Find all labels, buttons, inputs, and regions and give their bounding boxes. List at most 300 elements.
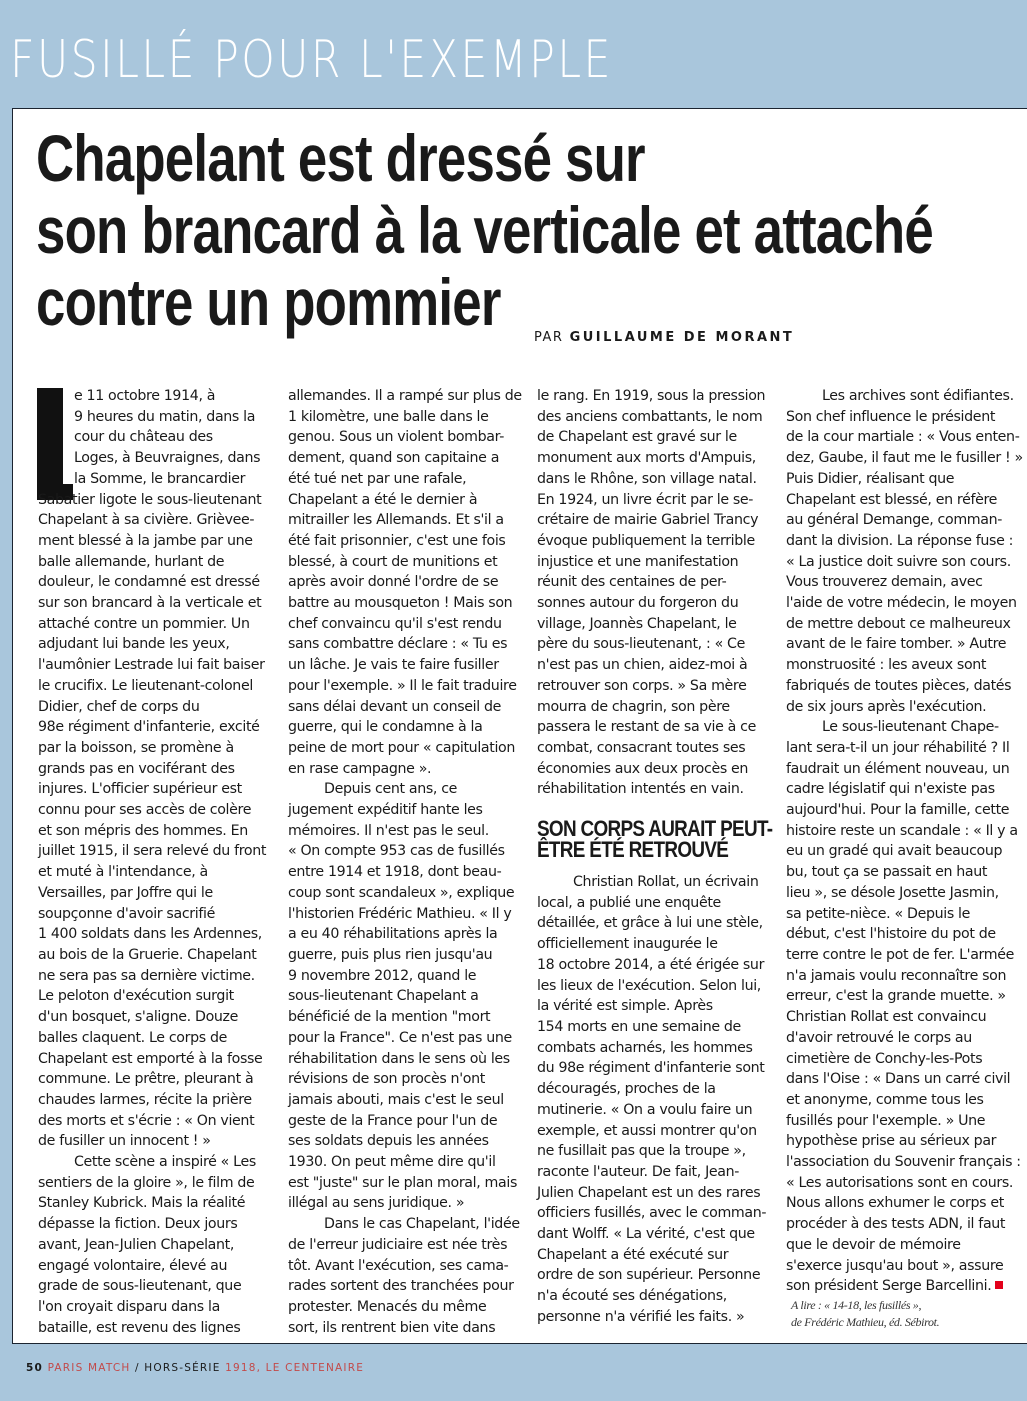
byline-prefix: PAR	[534, 330, 564, 345]
text-line	[786, 1193, 1018, 1214]
text-line	[38, 614, 270, 635]
text-line-content: tôt. Avant l'exécution, ses cama-	[288, 1257, 509, 1274]
text-line-content: e 11 octobre 1914, à	[74, 388, 216, 404]
text-line-content: dant Wolff. « La vérité, c'est que	[537, 1226, 755, 1243]
text-line	[38, 531, 270, 552]
text-line	[537, 1121, 769, 1142]
text-line-content: de la cour martiale : « Vous enten-	[786, 429, 1020, 446]
text-line	[786, 1111, 1018, 1132]
text-line-content: d'avoir retrouvé le corps au	[786, 1029, 972, 1046]
text-line-content: Loges, à Beuvraignes, dans	[74, 450, 261, 467]
text-line-content: personne n'a vérifié les faits. »	[537, 1308, 745, 1325]
text-line-content: dez, Gaube, il faut me le fusiller ! »	[786, 450, 1023, 467]
text-line-content: grade de sous-lieutenant, que	[38, 1278, 242, 1295]
text-line	[288, 1090, 520, 1111]
text-line	[537, 427, 769, 448]
text-line	[38, 841, 270, 862]
text-line-content: dant la division. La réponse fuse :	[786, 532, 1014, 549]
text-line-content: bénéficié de la mention "mort	[288, 1009, 491, 1026]
text-line-content: monstruosité : les aveux sont	[786, 657, 987, 674]
text-line	[786, 427, 1018, 448]
text-line-content: « La justice doit suivre son cours.	[786, 553, 1011, 570]
text-line-content: battre au mousqueton ! Mais son	[288, 595, 513, 612]
text-line-content: Chapelant a été le dernier à	[288, 491, 478, 508]
text-line-content: retrouver son corps. » Sa mère	[537, 677, 747, 694]
end-of-article-mark-icon	[995, 1281, 1003, 1289]
text-line	[288, 1214, 520, 1235]
text-line	[786, 1069, 1018, 1090]
text-line-content: révisions de son procès n'ont	[288, 1071, 485, 1088]
text-line	[288, 1173, 520, 1194]
text-line-content: Chapelant a été exécuté sur	[537, 1246, 729, 1263]
text-line	[288, 386, 520, 407]
text-line	[38, 676, 270, 697]
text-line	[786, 1173, 1018, 1194]
text-line	[537, 697, 769, 718]
text-line-content: injures. L'officier supérieur est	[38, 781, 242, 798]
text-line	[38, 572, 270, 593]
article-headline	[36, 122, 956, 338]
text-line	[786, 448, 1023, 469]
text-line-content: sa petite-nièce. « Depuis le	[786, 905, 971, 922]
text-line	[38, 427, 270, 448]
text-line	[288, 1007, 520, 1028]
text-line	[537, 913, 769, 934]
text-line	[537, 676, 769, 697]
text-line	[38, 1193, 270, 1214]
text-line	[537, 976, 769, 997]
text-line-content: sur son brancard à la verticale et	[38, 595, 262, 612]
text-line	[38, 1276, 270, 1297]
text-line-content: Son chef influence le président	[786, 408, 996, 425]
text-line-content: juillet 1915, il sera relevé du front	[38, 843, 267, 860]
text-line-content: faudrait un élément nouveau, un	[786, 760, 1010, 777]
text-line	[38, 1214, 270, 1235]
text-line-content: chaudes larmes, récite la prière	[38, 1091, 252, 1108]
text-line	[288, 510, 520, 531]
text-line-content: Depuis cent ans, ce	[324, 781, 458, 798]
text-line-content: entre 1914 et 1918, dont beau-	[288, 864, 502, 881]
text-line	[786, 738, 1018, 759]
text-line	[288, 821, 520, 842]
text-line	[537, 779, 769, 800]
text-line	[537, 717, 769, 738]
text-line	[537, 614, 769, 635]
text-line-content: découragés, proches de la	[537, 1081, 716, 1098]
text-line-content: dans le Rhône, son village natal.	[537, 470, 757, 487]
text-line-content: Christian Rollat est convaincu	[786, 1009, 987, 1026]
text-line-content: réhabilitation dans le sens où les	[288, 1050, 510, 1067]
text-line-content: exemple, et aussi montrer qu'on	[537, 1122, 757, 1139]
text-line	[786, 1214, 1018, 1235]
text-line	[288, 883, 520, 904]
text-line-content: adjudant lui bande les yeux,	[38, 636, 230, 653]
text-line-content: dépasse la fiction. Deux jours	[38, 1216, 238, 1233]
text-line	[537, 1058, 769, 1079]
text-line	[537, 1224, 769, 1245]
text-line-content: protester. Menacés du même	[288, 1298, 487, 1315]
article-column-1	[38, 386, 270, 1338]
text-line	[537, 552, 769, 573]
text-line	[288, 1297, 520, 1318]
text-line	[786, 1131, 1018, 1152]
text-line	[786, 407, 1018, 428]
text-line	[288, 1069, 520, 1090]
text-line-content: Puis Didier, réalisant que	[786, 470, 955, 487]
text-line-content: sonnes autour du forgeron du	[537, 595, 739, 612]
text-line-content: pour l'exemple. » Il le fait traduire	[288, 677, 517, 694]
text-line-content: a eu 40 réhabilitations après la	[288, 926, 498, 943]
text-line-content: Julien Chapelant est un des rares	[537, 1184, 761, 1201]
text-line-content: de l'erreur judiciaire est née très	[288, 1236, 508, 1253]
text-line	[38, 1173, 270, 1194]
text-line	[537, 1307, 769, 1328]
text-line-content: par la boisson, se promène à	[38, 739, 234, 756]
text-line	[288, 924, 520, 945]
issue-edition: 1918, LE CENTENAIRE	[220, 1362, 365, 1374]
text-line	[288, 407, 520, 428]
article-column-4	[786, 386, 1023, 1331]
text-line	[786, 386, 1018, 407]
text-line	[38, 779, 270, 800]
text-line	[537, 1017, 769, 1038]
text-line-content: rades sortent des tranchées pour	[288, 1278, 514, 1295]
text-line	[38, 966, 270, 987]
text-line	[288, 655, 520, 676]
text-line	[288, 738, 520, 759]
text-line-content: que le devoir de mémoire	[786, 1236, 961, 1253]
text-line-content: 9 heures du matin, dans la	[74, 408, 256, 425]
text-line-content: n'a écouté ses dénégations,	[537, 1288, 727, 1305]
text-line	[288, 593, 520, 614]
text-line	[786, 986, 1018, 1007]
footer-separator: /	[130, 1362, 145, 1374]
text-line	[786, 924, 1018, 945]
text-line-content: mourra de chagrin, son père	[537, 698, 730, 715]
article-column-3	[537, 386, 773, 1328]
text-line	[38, 1028, 270, 1049]
text-line-content: Chapelant est blessé, en réfère	[786, 491, 998, 508]
text-line-content: jamais abouti, mais c'est le seul	[288, 1091, 504, 1108]
text-line	[786, 1090, 1018, 1111]
text-line-content: dement, quand son capitaine a	[288, 450, 500, 467]
text-line	[288, 966, 520, 987]
text-line-content: fusillés pour l'exemple. » Une	[786, 1112, 986, 1129]
magazine-brand: PARIS MATCH	[47, 1362, 131, 1374]
text-line	[288, 1235, 520, 1256]
text-line-content: après avoir donné l'ordre de se	[288, 574, 499, 591]
text-line-content: eu un gradé qui avait beaucoup	[786, 843, 1003, 860]
text-line-content: attaché contre un pommier. Un	[38, 615, 250, 632]
text-line	[288, 427, 520, 448]
text-line	[786, 1152, 1021, 1173]
text-line	[38, 634, 270, 655]
text-line-content: ses soldats depuis les années	[288, 1133, 489, 1150]
text-line-content: douleur, le condamné est dressé	[38, 574, 260, 591]
text-line-content: allemandes. Il a rampé sur plus de	[288, 388, 522, 404]
text-line-content: combat, consacrant toutes ses	[537, 739, 746, 756]
page-footer	[26, 1362, 364, 1374]
text-line-content: sans délai devant un conseil de	[288, 698, 502, 715]
text-line	[786, 614, 1018, 635]
text-line	[288, 1193, 520, 1214]
text-line	[537, 448, 769, 469]
text-line-content: et anonyme, comme tous les	[786, 1091, 984, 1108]
byline-author: GUILLAUME DE MORANT	[569, 330, 795, 345]
text-line-content: guerre, puis plus rien jusqu'au	[288, 946, 493, 963]
text-line	[786, 469, 1018, 490]
text-line-content: blessé, à court de munitions et	[288, 553, 498, 570]
text-line-content: crétaire de mairie Gabriel Trancy	[537, 512, 759, 529]
text-line-content: lieu », se désole Josette Jasmin,	[786, 884, 999, 901]
text-line	[537, 490, 769, 511]
text-line	[537, 872, 769, 893]
text-line	[537, 593, 769, 614]
text-line-content: et muté à l'intendance, à	[38, 864, 208, 881]
text-line	[288, 1131, 520, 1152]
text-line	[38, 510, 270, 531]
text-line	[786, 841, 1018, 862]
text-line-content: coup sont scandaleux », explique	[288, 884, 515, 901]
text-line	[786, 490, 1018, 511]
text-line-content: début, c'est l'histoire du pot de	[786, 926, 996, 943]
text-line-content: officiellement inaugurée le	[537, 936, 718, 953]
text-line	[537, 531, 769, 552]
text-line-content: les lieux de l'exécution. Selon lui,	[537, 977, 761, 994]
text-line-content: dans l'Oise : « Dans un carré civil	[786, 1071, 1011, 1088]
text-line	[38, 821, 270, 842]
text-line	[38, 1152, 270, 1173]
text-line-content: est "juste" sur le plan moral, mais	[288, 1174, 518, 1191]
text-line-content: Stanley Kubrick. Mais la réalité	[38, 1195, 246, 1212]
text-line	[38, 407, 270, 428]
text-line-content: En 1924, un livre écrit par le se-	[537, 491, 754, 508]
text-line	[38, 904, 270, 925]
text-line	[38, 1297, 270, 1318]
text-line	[288, 1276, 520, 1297]
text-line-content: de mettre debout ce malheureux	[786, 615, 1011, 632]
text-line-content: réunit des centaines de per-	[537, 574, 727, 591]
text-line	[786, 676, 1018, 697]
text-line-content: Les archives sont édifiantes.	[822, 388, 1014, 404]
text-line-content: soupçonne d'avoir sacrifié	[38, 905, 215, 922]
text-line-content: officiers fusillés, avec le comman-	[537, 1205, 767, 1222]
text-line	[38, 1256, 270, 1277]
text-line	[786, 1028, 1018, 1049]
text-line	[38, 697, 270, 718]
text-line	[38, 1111, 270, 1132]
text-line-content: des morts et s'écrie : « On vient	[38, 1112, 255, 1129]
text-line	[537, 407, 769, 428]
text-line-content: Versailles, par Joffre qui le	[38, 884, 213, 901]
text-line	[38, 1069, 270, 1090]
text-line	[786, 1007, 1018, 1028]
text-line	[288, 986, 520, 1007]
text-line	[288, 469, 520, 490]
text-line	[786, 552, 1018, 573]
text-line-content: 18 octobre 2014, a été érigée sur	[537, 956, 765, 973]
text-line-content: le crucifix. Le lieutenant-colonel	[38, 677, 253, 694]
further-reading-note: de Frédéric Mathieu, éd. Sébirot.	[791, 1314, 940, 1329]
text-line-content: avant, Jean-Julien Chapelant,	[38, 1236, 235, 1253]
text-line	[537, 893, 769, 914]
text-line-content: de Chapelant est gravé sur le	[537, 429, 737, 446]
text-line-content: n'a jamais voulu reconnaître son	[786, 967, 1007, 984]
text-line-content: jugement expéditif hante les	[288, 802, 483, 819]
text-line	[537, 1183, 769, 1204]
text-line-content: en rase campagne ».	[288, 760, 432, 777]
text-line	[537, 1265, 769, 1286]
text-line-content: ne fusillait pas que la troupe »,	[537, 1143, 746, 1160]
text-line	[537, 655, 769, 676]
text-line-content: connu pour ses accès de colère	[38, 802, 252, 819]
text-line	[288, 634, 520, 655]
text-line-content: commune. Le prêtre, pleurant à	[38, 1071, 254, 1088]
text-line-content: procéder à des tests ADN, il faut	[786, 1216, 1006, 1233]
text-line-content: sans combattre déclare : « Tu es	[288, 636, 508, 653]
text-line	[288, 759, 520, 780]
text-line	[38, 1235, 270, 1256]
text-line-content: cadre législatif qui n'existe pas	[786, 781, 995, 798]
text-line-content: sentiers de la gloire », le film de	[38, 1174, 255, 1191]
article-column-2	[288, 386, 520, 1338]
text-line	[537, 955, 769, 976]
text-line-content: fabriqués de toutes pièces, datés	[786, 677, 1012, 694]
text-line-content: terre contre le pot de fer. L'armée	[786, 946, 1014, 963]
text-line-content: pour la France". Ce n'est pas une	[288, 1029, 512, 1046]
text-line-content: mutinerie. « On a voulu faire un	[537, 1101, 753, 1118]
text-line	[288, 841, 520, 862]
subheading-line: ÊTRE ÉTÉ RETROUVÉ	[537, 837, 729, 863]
text-line-content: engagé volontaire, élevé au	[38, 1257, 228, 1274]
text-line-content: l'aumônier Lestrade lui fait baiser	[38, 657, 265, 674]
text-line-content: sort, ils rentrent bien vite dans	[288, 1319, 496, 1336]
text-line-content: bu, tout ça se passait en haut	[786, 864, 988, 881]
text-line-content: ordre de son supérieur. Personne	[537, 1267, 761, 1284]
text-line-content: son président Serge Barcellini.	[786, 1278, 992, 1295]
text-line-content: aujourd'hui. Pour la famille, cette	[786, 802, 1010, 819]
text-line-content: geste de la France pour l'un de	[288, 1112, 498, 1129]
headline-line: Chapelant est dressé sur	[36, 121, 645, 195]
text-line-content: des anciens combattants, le nom	[537, 408, 763, 425]
text-line	[786, 779, 1018, 800]
text-line-content: la Somme, le brancardier	[74, 470, 246, 487]
section-kicker: FUSILLÉ POUR L'EXEMPLE	[10, 30, 613, 90]
text-line-content: au général Demange, comman-	[786, 512, 1003, 529]
text-line	[786, 945, 1018, 966]
text-line-content: s'exerce jusqu'au bout », assure	[786, 1257, 1004, 1274]
text-line-content: économies aux deux procès en	[537, 760, 749, 777]
text-line-content: cour du château des	[74, 429, 213, 446]
text-line-content: injustice et une manifestation	[537, 553, 739, 570]
text-line-content: ment blessé à la jambe par une	[38, 532, 253, 549]
text-line-content: l'on croyait disparu dans la	[38, 1298, 220, 1315]
text-line	[38, 655, 270, 676]
text-line	[288, 572, 520, 593]
text-line	[786, 593, 1018, 614]
text-line	[38, 1131, 270, 1152]
text-line	[786, 883, 1018, 904]
text-line-content: Le peloton d'exécution surgit	[38, 988, 234, 1005]
text-line-content: peine de mort pour « capitulation	[288, 739, 516, 756]
text-line	[38, 924, 270, 945]
text-line-content: Sabatier ligote le sous-lieutenant	[38, 491, 262, 508]
text-line	[537, 1245, 769, 1266]
text-line	[38, 386, 270, 407]
text-line	[288, 531, 520, 552]
text-line	[537, 386, 769, 407]
text-line-content: la vérité est simple. Après	[537, 998, 713, 1015]
text-line	[786, 1235, 1018, 1256]
text-line-content: réhabilitation intentés en vain.	[537, 781, 744, 798]
text-line	[786, 966, 1018, 987]
text-line	[537, 996, 769, 1017]
text-line	[38, 552, 270, 573]
text-line-content: sous-lieutenant Chapelant a	[288, 988, 479, 1005]
text-line-content: père du sous-lieutenant, : « Ce	[537, 636, 745, 653]
text-line-content: Chapelant à sa civière. Grièvee-	[38, 512, 255, 529]
text-line-content: l'association du Souvenir français :	[786, 1154, 1021, 1171]
text-line	[38, 862, 270, 883]
text-line-content: cimetière de Conchy-les-Pots	[786, 1050, 983, 1067]
text-line	[786, 1276, 1018, 1297]
text-line	[38, 759, 270, 780]
text-line-content: n'est pas un chien, aidez-moi à	[537, 657, 748, 674]
text-line-content: « On compte 953 cas de fusillés	[288, 843, 505, 860]
text-line	[537, 1038, 769, 1059]
text-line	[38, 593, 270, 614]
text-line-content: 1 400 soldats dans les Ardennes,	[38, 926, 262, 943]
text-line-content: passera le restant de sa vie à ce	[537, 719, 756, 736]
further-reading-note: A lire : « 14-18, les fusillés »,	[791, 1297, 922, 1312]
text-line-content: 9 novembre 2012, quand le	[288, 967, 477, 984]
text-line-content: Cette scène a inspiré « Les	[74, 1154, 256, 1171]
text-line	[288, 1152, 520, 1173]
headline-line: son brancard à la verticale et attaché	[36, 193, 933, 267]
text-line	[288, 1318, 520, 1339]
text-line	[786, 1049, 1018, 1070]
text-line-content: histoire reste un scandale : « Il y a	[786, 822, 1018, 839]
text-line	[537, 738, 769, 759]
byline	[534, 330, 794, 345]
headline-line: contre un pommier	[36, 265, 501, 339]
text-line-content: Chapelant est emporté à la fosse	[38, 1050, 263, 1067]
text-line-content: raconte l'auteur. De fait, Jean-	[537, 1163, 740, 1180]
text-line-content: détaillée, et grâce à lui une stèle,	[537, 915, 763, 932]
text-line-content: ne sera pas sa dernière victime.	[38, 967, 255, 984]
text-line	[288, 1256, 520, 1277]
text-line-content: lant sera-t-il un jour réhabilité ? Il	[786, 739, 1010, 756]
text-line	[288, 614, 520, 635]
text-line	[38, 1007, 270, 1028]
section-subheading	[537, 816, 773, 863]
text-line-content: mitrailler les Allemands. Et s'il a	[288, 512, 504, 529]
text-line	[537, 1203, 769, 1224]
text-line	[537, 1079, 769, 1100]
text-line-content: un lâche. Je vais te faire fusiller	[288, 657, 499, 674]
text-line-content: mémoires. Il n'est pas le seul.	[288, 822, 489, 839]
text-line	[537, 1100, 769, 1121]
text-line-content: l'aide de votre médecin, le moyen	[786, 595, 1017, 612]
text-line	[537, 634, 769, 655]
text-line-content: « Les autorisations sont en cours.	[786, 1174, 1014, 1191]
subheading-line: SON CORPS AURAIT PEUT-	[537, 816, 773, 842]
text-line	[38, 717, 270, 738]
text-line	[38, 1318, 270, 1339]
text-line-content: grands pas en vociférant des	[38, 760, 235, 777]
text-line	[288, 676, 520, 697]
text-line	[38, 883, 270, 904]
